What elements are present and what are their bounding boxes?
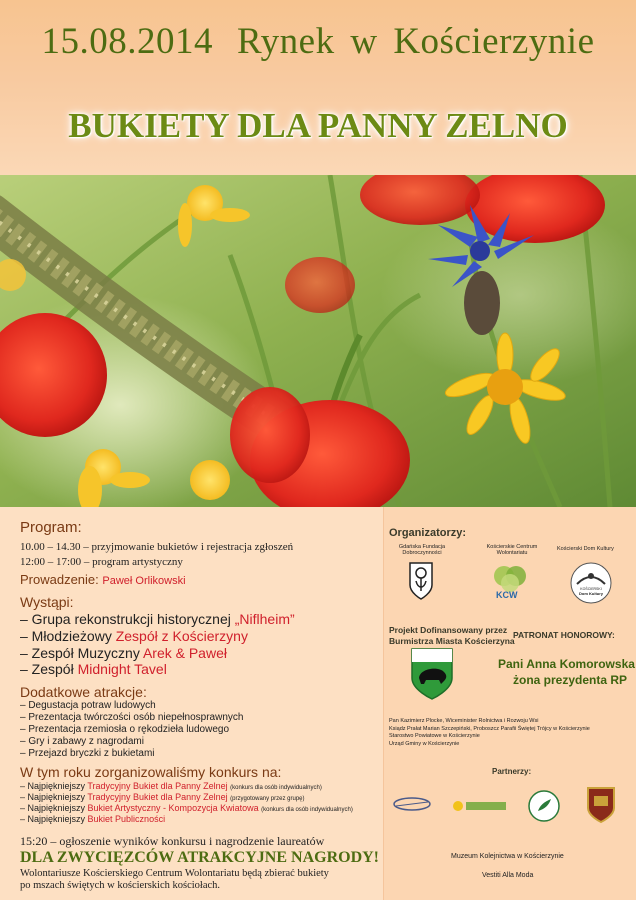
attraction-item: – Przejazd bryczki z bukietami	[20, 748, 155, 759]
date-place-line	[0, 20, 636, 63]
partner-logo-1	[392, 794, 432, 821]
attraction-item: – Gry i zabawy z nagrodami	[20, 736, 144, 747]
kcw-logo	[487, 563, 533, 608]
partner-name: Muzeum Kolejnictwa w Kościerzynie	[451, 853, 564, 860]
attraction-item: – Degustacja potraw ludowych	[20, 700, 156, 711]
attraction-item: – Prezentacja twórczości osób niepełnosprawnych	[20, 712, 244, 723]
gfd-shield-logo	[408, 561, 434, 606]
program-line-2: 12:00 – 17:00 – program artystyczny	[20, 556, 183, 568]
event-title: BUKIETY DLA PANNY ZELNO	[68, 106, 568, 145]
event-date: 15.08.2014	[41, 21, 213, 62]
performers-heading: Wystąpi:	[20, 594, 74, 610]
prizes-banner: DLA ZWYCIĘZCÓW ATRAKCYJNE NAGRODY!	[20, 849, 379, 866]
partners-heading: Partnerzy:	[492, 767, 532, 776]
wildflowers-illustration	[0, 175, 636, 507]
partner-logo-2	[450, 796, 510, 821]
partner-logo-4	[586, 784, 616, 829]
organizers-heading: Organizatorzy:	[389, 527, 467, 539]
org1-name: Gdańska Fundacja Dobroczynności	[398, 544, 446, 556]
patron-name: Pani Anna Komorowska	[498, 657, 635, 671]
patronage-label: PATRONAT HONOROWY:	[513, 630, 615, 640]
volunteers-line-2: po mszach świętych w kościerskich kościołach.	[20, 880, 221, 891]
performer-item: – Zespół Midnight Tavel	[20, 661, 167, 677]
funding-note: Projekt Dofinansowany przez Burmistrza Miasta Kościerzyna	[389, 625, 515, 646]
results-announcement: 15:20 – ogłoszenie wyników konkursu i nagrodzenie laureatów	[20, 834, 325, 848]
dom-kultury-logo-text: KOŚCIERSKI Dom Kultury	[579, 587, 603, 596]
program-heading: Program:	[20, 519, 82, 536]
header-band	[0, 0, 636, 175]
dom-kultury-logo	[567, 562, 615, 609]
contest-item: – Najpiękniejszy Tradycyjny Bukiet dla Panny Zelnej (przygotowany przez grupę)	[20, 792, 305, 802]
org2-name: Kościerskie Centrum Wolontariatu	[486, 544, 538, 556]
wildflowers-photo	[0, 175, 636, 507]
contest-item: – Najpiękniejszy Tradycyjny Bukiet dla Panny Zelnej (konkurs dla osób indywidualnych)	[20, 781, 322, 791]
contest-item: – Najpiękniejszy Bukiet Publiczności	[20, 814, 166, 824]
kcw-logo-text: KCW	[496, 590, 518, 600]
host-label: Prowadzenie:	[20, 572, 99, 587]
partner-logo-3	[527, 789, 561, 828]
attraction-item: – Prezentacja rzemiosła o rękodzieła ludowego	[20, 724, 230, 735]
koscierzyna-coat-of-arms	[411, 648, 453, 705]
event-place: Rynek w Kościerzynie	[236, 21, 595, 62]
patron-role: żona prezydenta RP	[513, 673, 628, 687]
volunteers-line-1: Wolontariusze Kościerskiego Centrum Wolontariatu będą zbierać bukiety	[20, 868, 329, 879]
performer-item: – Młodzieżowy Zespół z Kościerzyny	[20, 628, 248, 644]
supporters-list: Pan Kazimierz Plocke, Wiceminister Rolnictwa i Rozwoju Wsi Ksiądz Prałat Marian Szczepiński, Proboszcz Parafii Świętej Trójcy w Kościerzynie Starostwo Powiatowe w Kościerzynie Urząd Gminy w Kościerzynie	[389, 718, 590, 747]
performer-item: – Zespół Muzyczny Arek & Paweł	[20, 645, 227, 661]
org3-name: Kościerski Dom Kultury	[557, 546, 614, 552]
program-line-1: 10.00 – 14.30 – przyjmowanie bukietów i rejestracja zgłoszeń	[20, 541, 294, 553]
performer-item: – Grupa rekonstrukcji historycznej „Niflheim”	[20, 611, 295, 627]
contest-item: – Najpiękniejszy Bukiet Artystyczny - Kompozycja Kwiatowa (konkurs dla osób indywidualnych)	[20, 803, 353, 813]
attractions-heading: Dodatkowe atrakcje:	[20, 684, 147, 700]
host-line	[20, 572, 186, 587]
host-name: Paweł Orlikowski	[102, 575, 186, 587]
contest-heading: W tym roku zorganizowaliśmy konkurs na:	[20, 764, 282, 780]
partner-name: Vestiti Alla Moda	[482, 872, 534, 879]
